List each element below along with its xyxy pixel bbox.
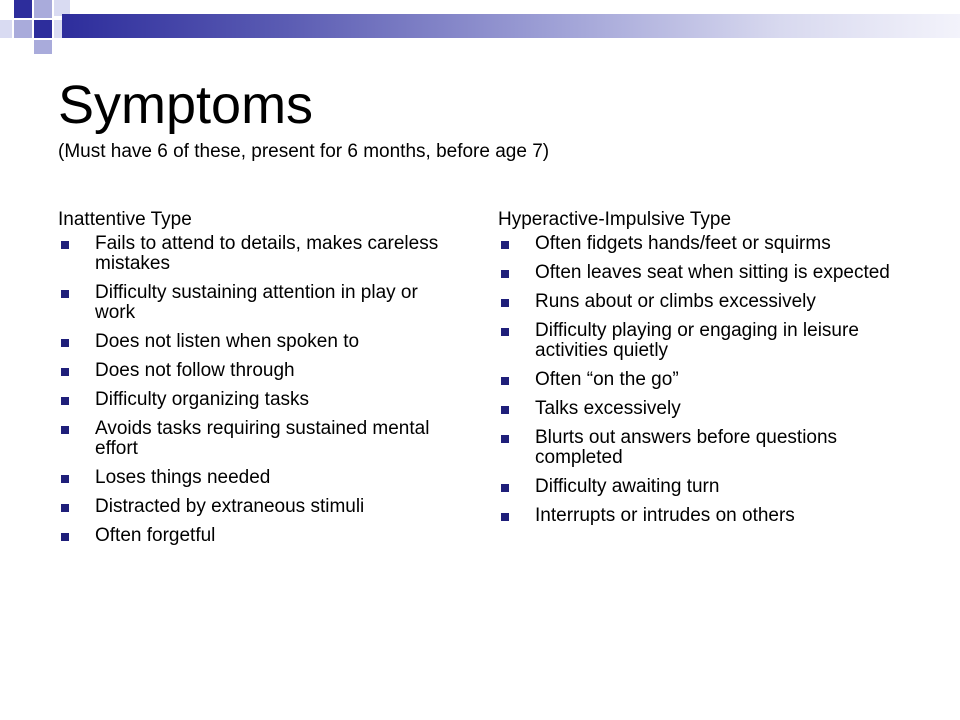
list-item-text: Often “on the go” <box>535 369 679 390</box>
list-item-text: Difficulty playing or engaging in leisure activities quietly <box>535 320 859 361</box>
decorative-square <box>14 20 32 38</box>
list-item <box>498 263 908 283</box>
square-bullet-icon <box>61 533 69 541</box>
slide-title: Symptoms <box>58 75 314 135</box>
list-item <box>58 234 458 274</box>
decorative-square <box>34 40 52 54</box>
square-bullet-icon <box>501 484 509 492</box>
list-item <box>58 468 458 488</box>
list-item <box>58 361 458 381</box>
list-item <box>58 419 458 459</box>
decorative-square <box>14 0 32 18</box>
list-item <box>58 497 458 517</box>
list-item <box>498 506 908 526</box>
decorative-square <box>34 0 52 18</box>
square-bullet-icon <box>501 513 509 521</box>
square-bullet-icon <box>61 368 69 376</box>
list-item <box>498 321 908 361</box>
list-item-text: Difficulty organizing tasks <box>95 389 310 410</box>
list-item-text: Blurts out answers before questions completed <box>535 427 838 468</box>
slide-subtitle: (Must have 6 of these, present for 6 months, before age 7) <box>58 141 550 162</box>
column-heading: Inattentive Type <box>58 209 192 230</box>
list-item <box>58 526 458 546</box>
square-bullet-icon <box>501 377 509 385</box>
list-item <box>58 332 458 352</box>
list-item <box>498 234 908 254</box>
list-item-text: Interrupts or intrudes on others <box>535 505 795 526</box>
square-bullet-icon <box>61 426 69 434</box>
list-item-text: Loses things needed <box>95 467 271 488</box>
list-item-text: Avoids tasks requiring sustained mental effort <box>95 418 430 459</box>
list-item-text: Does not listen when spoken to <box>95 331 360 352</box>
hyperactive-column <box>498 208 908 535</box>
list-item <box>498 292 908 312</box>
decorative-square <box>0 20 12 38</box>
list-item-text: Difficulty sustaining attention in play or work <box>95 282 418 323</box>
square-bullet-icon <box>501 241 509 249</box>
square-bullet-icon <box>501 328 509 336</box>
square-bullet-icon <box>501 299 509 307</box>
list-item <box>58 390 458 410</box>
list-item <box>498 477 908 497</box>
column-heading: Hyperactive-Impulsive Type <box>498 209 732 230</box>
square-bullet-icon <box>61 241 69 249</box>
square-bullet-icon <box>61 339 69 347</box>
list-item <box>58 283 458 323</box>
list-item <box>498 428 908 468</box>
list-item-text: Often leaves seat when sitting is expected <box>535 262 890 283</box>
list-item-text: Fails to attend to details, makes careless mistakes <box>95 233 439 274</box>
symptom-list <box>58 234 458 546</box>
square-bullet-icon <box>61 290 69 298</box>
square-bullet-icon <box>61 397 69 405</box>
square-bullet-icon <box>501 406 509 414</box>
list-item-text: Often forgetful <box>95 525 216 546</box>
decorative-square <box>34 20 52 38</box>
square-bullet-icon <box>61 504 69 512</box>
list-item <box>498 399 908 419</box>
square-bullet-icon <box>501 435 509 443</box>
list-item-text: Talks excessively <box>535 398 681 419</box>
header-gradient-bar <box>62 14 960 38</box>
list-item-text: Runs about or climbs excessively <box>535 291 816 312</box>
title-block <box>58 74 938 164</box>
list-item-text: Does not follow through <box>95 360 295 381</box>
square-bullet-icon <box>61 475 69 483</box>
inattentive-column <box>58 208 458 555</box>
list-item-text: Distracted by extraneous stimuli <box>95 496 365 517</box>
list-item <box>498 370 908 390</box>
list-item-text: Often fidgets hands/feet or squirms <box>535 233 831 254</box>
square-bullet-icon <box>501 270 509 278</box>
list-item-text: Difficulty awaiting turn <box>535 476 720 497</box>
symptom-list <box>498 234 908 526</box>
